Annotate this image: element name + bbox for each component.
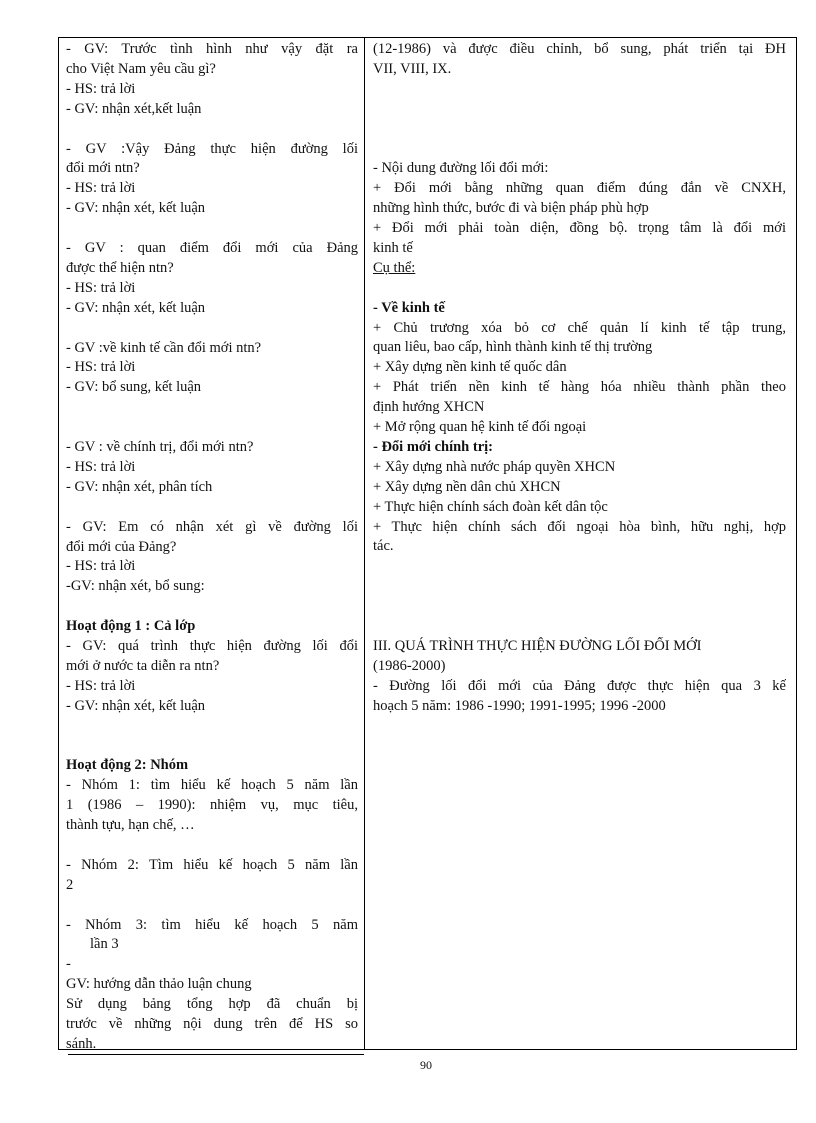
- activities-column: [59, 38, 365, 1052]
- economy-heading: - Về kinh tế: [373, 299, 445, 316]
- text-line: - GV :về kinh tế cần đổi mới ntn?: [66, 339, 262, 356]
- text-line: mới ở nước ta diễn ra ntn?: [66, 657, 220, 674]
- text-line: + Phát triển nền kinh tế hàng hóa nhiều thành phần theo: [373, 379, 786, 396]
- text-line: - HS: trả lời: [66, 279, 136, 296]
- text-line: trước về những nội dung trên để HS so: [66, 1016, 358, 1033]
- text-line: -GV: nhận xét, bổ sung:: [66, 578, 205, 595]
- text-line: quan liêu, bao cấp, hình thành kinh tế thị trường: [373, 339, 653, 356]
- text-line: những hình thức, bước đi và biện pháp phù hợp: [373, 200, 649, 217]
- text-line: + Đổi mới phải toàn diện, đồng bộ. trọng tâm là đổi mới: [373, 220, 786, 237]
- text-line: - Nhóm 3: tìm hiểu kế hoạch 5 năm: [66, 916, 358, 933]
- text-line: + Chủ trương xóa bỏ cơ chế quản lí kinh tế tập trung,: [373, 319, 786, 336]
- text-line: - GV: nhận xét, phân tích: [66, 478, 213, 495]
- text-line: - GV: bổ sung, kết luận: [66, 379, 202, 396]
- text-line: (12-1986) và được điều chỉnh, bổ sung, phát triển tại ĐH: [373, 41, 786, 57]
- text-line: GV: hướng dẫn thảo luận chung: [66, 976, 252, 993]
- text-line: - GV: nhận xét,kết luận: [66, 100, 202, 117]
- text-line: - HS: trả lời: [66, 180, 136, 197]
- text-line: - GV: quá trình thực hiện đường lối đổi: [66, 638, 358, 655]
- text-line: - HS: trả lời: [66, 458, 136, 475]
- content-column: [365, 38, 796, 1049]
- text-line: + Đổi mới bằng những quan điểm đúng đắn về CNXH,: [373, 180, 786, 197]
- text-line: - HS: trả lời: [66, 359, 136, 376]
- text-line: định hướng XHCN: [373, 399, 485, 416]
- text-line: kinh tế: [373, 239, 413, 256]
- text-line: + Mở rộng quan hệ kinh tế đối ngoại: [373, 419, 587, 436]
- text-line: hoạch 5 năm: 1986 -1990; 1991-1995; 1996 -2000: [373, 697, 666, 714]
- text-line: (1986-2000): [373, 657, 446, 674]
- text-line: Sử dụng bảng tổng hợp đã chuẩn bị: [66, 996, 358, 1013]
- text-line: - GV : về chính trị, đổi mới ntn?: [66, 439, 254, 455]
- text-line: + Xây dựng nhà nước pháp quyền XHCN: [373, 458, 616, 475]
- text-line: + Xây dựng nền dân chủ XHCN: [373, 478, 561, 495]
- politics-heading: - Đổi mới chính trị:: [373, 438, 493, 455]
- text-line: - HS: trả lời: [66, 677, 136, 694]
- text-line: sánh.: [66, 1035, 97, 1052]
- text-line: đổi mới của Đảng?: [66, 538, 177, 555]
- lesson-table: [58, 37, 797, 1050]
- text-line: - Nhóm 1: tìm hiểu kế hoạch 5 năm lần: [66, 777, 358, 794]
- text-line: + Xây dựng nền kinh tế quốc dân: [373, 359, 567, 376]
- text-line: - Nội dung đường lối đổi mới:: [373, 160, 549, 177]
- text-line: -: [66, 956, 71, 973]
- text-line: - GV: nhận xét, kết luận: [66, 299, 206, 316]
- text-line: - GV: nhận xét, kết luận: [66, 697, 206, 714]
- text-line: - GV: nhận xét, kết luận: [66, 200, 206, 217]
- text-line: - GV: Trước tình hình như vậy đặt ra: [66, 41, 358, 57]
- text-line: VII, VIII, IX.: [373, 60, 452, 77]
- text-line: 2: [66, 876, 74, 893]
- activity-1-heading: Hoạt động 1 : Cả lớp: [66, 618, 196, 635]
- text-line: - GV : quan điểm đổi mới của Đảng: [66, 240, 358, 256]
- text-line: + Thực hiện chính sách đối ngoại hòa bình, hữu nghị, hợp: [373, 518, 786, 535]
- section-iii-heading: III. QUÁ TRÌNH THỰC HIỆN ĐƯỜNG LỐI ĐỔI MỚI: [373, 637, 702, 654]
- text-line: Cụ thể:: [373, 259, 416, 276]
- text-line: 1 (1986 – 1990): nhiệm vụ, mục tiêu,: [66, 797, 358, 814]
- text-line: - GV: Em có nhận xét gì về đường lối: [66, 518, 358, 535]
- text-line: lần 3: [90, 936, 119, 953]
- text-line: - HS: trả lời: [66, 558, 136, 575]
- text-line: - Nhóm 2: Tìm hiểu kế hoạch 5 năm lần: [66, 856, 358, 873]
- text-line: - Đường lối đổi mới của Đảng được thực hiện qua 3 kế: [373, 677, 786, 694]
- footer-rule: [68, 1054, 364, 1055]
- activity-2-heading: Hoạt động 2: Nhóm: [66, 757, 189, 774]
- text-line: tác.: [373, 538, 394, 555]
- text-line: + Thực hiện chính sách đoàn kết dân tộc: [373, 498, 608, 515]
- page-number: 90: [420, 1058, 432, 1072]
- text-line: cho Việt Nam yêu cầu gì?: [66, 60, 216, 77]
- text-line: đổi mới ntn?: [66, 160, 140, 177]
- text-line: thành tựu, hạn chế, …: [66, 817, 195, 834]
- text-line: - HS: trả lời: [66, 80, 136, 97]
- text-line: - GV :Vậy Đảng thực hiện đường lối: [66, 140, 358, 157]
- text-line: được thể hiện ntn?: [66, 259, 174, 276]
